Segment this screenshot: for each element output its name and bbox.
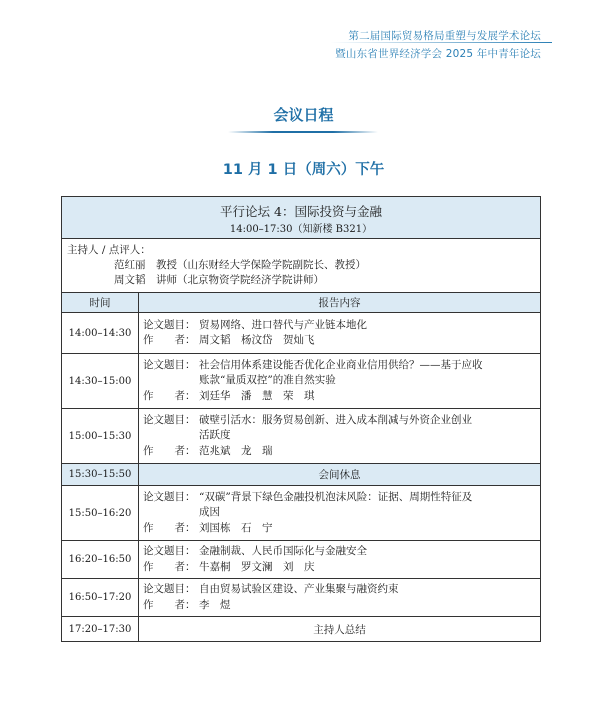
paper-authors: 李 煜 <box>199 598 231 611</box>
hosts-row <box>62 239 541 293</box>
hosts-label: 主持人 / 点评人： <box>67 244 151 256</box>
author-label: 作 者： <box>143 389 196 402</box>
closing-label: 主持人总结 <box>139 617 541 642</box>
table-header-row <box>62 293 541 313</box>
forum-time-row <box>62 220 541 239</box>
title-label: 论文题目： <box>143 358 196 371</box>
paper-title: 破壁引活水：服务贸易创新、进入成本削减与外资企业创业 <box>199 413 472 426</box>
schedule-table <box>61 196 541 642</box>
session-content <box>139 409 541 464</box>
title-label: 论文题目： <box>143 318 196 331</box>
header-line-2: 暨山东省世界经济学会 2025 年中青年论坛 <box>335 48 541 60</box>
break-row <box>62 464 541 486</box>
host-1: 范红丽 教授（山东财经大学保险学院副院长、教授） <box>114 259 366 271</box>
hosts-cell <box>62 239 541 293</box>
section-title-underline <box>228 131 378 133</box>
forum-title: 平行论坛 4：国际投资与金融 <box>62 197 541 221</box>
date-title: 11 月 1 日（周六）下午 <box>222 162 385 178</box>
session-time: 16:20–16:50 <box>62 541 139 579</box>
table-row <box>62 541 541 579</box>
paper-authors: 牛嘉桐 罗文澜 刘 庆 <box>199 560 315 573</box>
table-row <box>62 354 541 409</box>
header-divider <box>330 42 552 43</box>
closing-row <box>62 617 541 642</box>
break-label: 会间休息 <box>139 464 541 486</box>
paper-authors: 刘国栋 石 宁 <box>199 521 273 534</box>
session-time: 15:50–16:20 <box>62 486 139 541</box>
paper-title: 贸易网络、进口替代与产业链本地化 <box>199 318 367 331</box>
paper-title: 自由贸易试验区建设、产业集聚与融资约束 <box>199 583 399 595</box>
table-row <box>62 486 541 541</box>
table-row <box>62 313 541 354</box>
paper-title-cont: 活跃度 <box>199 429 231 442</box>
paper-title: 金融制裁、人民币国际化与金融安全 <box>199 545 367 557</box>
session-content <box>139 486 541 541</box>
table-row <box>62 579 541 617</box>
closing-time: 17:20–17:30 <box>62 617 139 642</box>
break-time: 15:30–15:50 <box>62 464 139 486</box>
paper-title: “双碳”背景下绿色金融投机泡沫风险：证据、周期性特征及 <box>199 490 473 503</box>
session-time: 15:00–15:30 <box>62 409 139 464</box>
session-time: 14:00–14:30 <box>62 313 139 354</box>
forum-title-row <box>62 197 541 221</box>
table-row <box>62 409 541 464</box>
header-line-1: 第二届国际贸易格局重塑与发展学术论坛 <box>348 30 541 42</box>
column-header-time: 时间 <box>62 293 139 313</box>
author-label: 作 者： <box>143 598 196 611</box>
host-2: 周文韬 讲师（北京物资学院经济学院讲师） <box>114 274 324 286</box>
session-content <box>139 579 541 617</box>
paper-authors: 范兆斌 龙 瑞 <box>199 444 273 457</box>
paper-authors: 周文韬 杨汶岱 贺灿飞 <box>199 334 315 346</box>
forum-time: 14:00–17:30（知新楼 B321） <box>62 220 541 239</box>
session-time: 14:30–15:00 <box>62 354 139 409</box>
title-label: 论文题目： <box>143 583 196 595</box>
paper-title-cont: 账款“量质双控”的准自然实验 <box>199 374 336 387</box>
title-label: 论文题目： <box>143 490 196 503</box>
title-label: 论文题目： <box>143 545 196 557</box>
paper-authors: 刘廷华 潘 慧 荣 琪 <box>199 389 315 402</box>
author-label: 作 者： <box>143 444 196 457</box>
author-label: 作 者： <box>143 334 196 346</box>
section-title: 会议日程 <box>273 106 334 124</box>
session-time: 16:50–17:20 <box>62 579 139 617</box>
author-label: 作 者： <box>143 560 196 573</box>
session-content <box>139 354 541 409</box>
session-content <box>139 541 541 579</box>
paper-title-cont: 成因 <box>199 506 220 519</box>
author-label: 作 者： <box>143 521 196 534</box>
paper-title: 社会信用体系建设能否优化企业商业信用供给？——基于应收 <box>199 358 483 371</box>
title-label: 论文题目： <box>143 413 196 426</box>
session-content <box>139 313 541 354</box>
column-header-content: 报告内容 <box>139 293 541 313</box>
